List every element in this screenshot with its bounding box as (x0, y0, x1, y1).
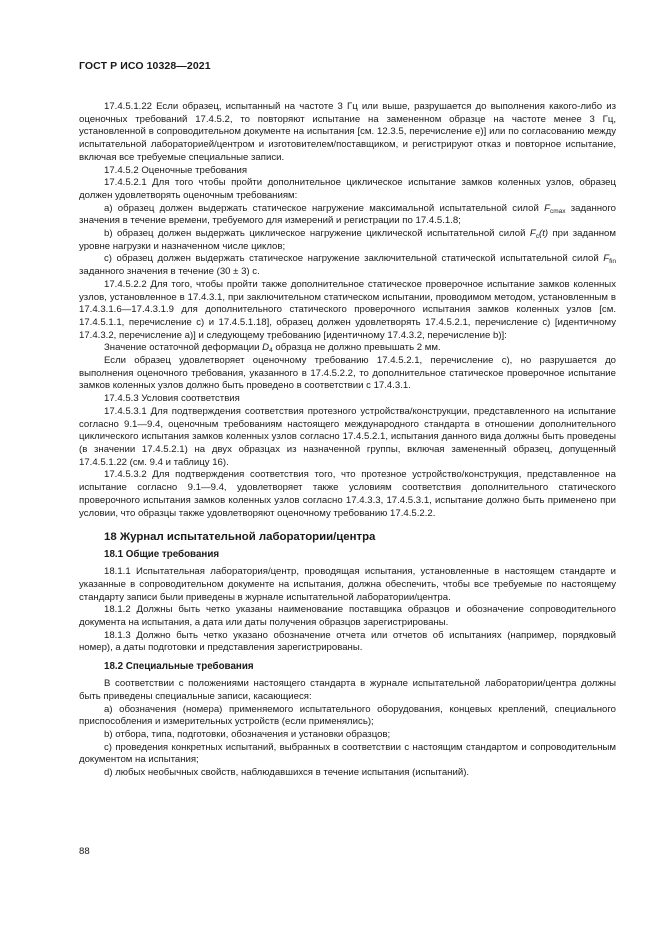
page-number: 88 (79, 846, 90, 857)
paragraph-17-4-5-1-22: 17.4.5.1.22 Если образец, испытанный на частоте 3 Гц или выше, разрушается до выполнения какого-либо из оценочных требований 17.4.5.2, то повторяют испытание на замененном образце на частоте менее 3 Гц, установленной в сопроводительном документе на испытания [см. 12.3.5, перечисление е)] или по согласованию между испытательной лабораторией/центром и изготовителем/поставщиком, и регистрируют отказ и повторное испытание, включая все требуемые специальные записи. (79, 101, 616, 163)
list-item-a: а) образец должен выдержать статическое нагружение максимальной испытательной силой $F_{cmax}$ заданного значения в течение времени, требуемого для измерений и регистрации по 17.4.5.1.8; (79, 202, 617, 227)
subheading-17-4-5-2: 17.4.5.2 Оценочные требования (104, 164, 248, 176)
list-item-18-2-c: с) проведения конкретных испытаний, выбранных в соответствии с настоящим стандартом и сопроводительным документом на испытания; (79, 741, 616, 766)
paragraph-17-4-5-2-2: 17.4.5.2.2 Для того, чтобы пройти также дополнительное статическое проверочное испытание замков коленных узлов, установленное в 17.4.3.1, при заключительном статическом испытании, проводимом методом, установленным в 17.4.3.1.6—17.4.3.1.9 для дополнительного статического проверочного испытания замков коленных узлов [см. 17.4.5.1.1, перечисление с) и 17.4.5.1.18], образец должен удовлетворять 17.4.5.2.1, перечисление с) [идентичному 17.4.3.2, перечисление а)] и следующему требованию [идентичному 17.4.3.2, перечисление b)]: (79, 278, 616, 341)
paragraph-17-4-5-3-2: 17.4.5.3.2 Для подтверждения соответствия того, что протезное устройство/конструкция, представленное на испытание согласно 9.1—9.4, удовлетворяет также условиям соответствия дополнительного статического проверочного испытания замков коленных узлов согласно 17.4.3.3, 17.4.5.3.1, испытание должно быть применено при условии, что образцы также удовлетворяют оценочному требованию 17.4.5.2.2. (79, 469, 616, 519)
paragraph-17-4-5-3-1: 17.4.5.3.1 Для подтверждения соответствия протезного устройства/конструкции, представленного на испытание согласно 9.1—9.4, оценочным требованиям настоящего международного стандарта в отношении дополнительного циклического испытания замков коленных узлов согласно 17.4.5.2.1, испытания данного вида должны быть проведены (в значении 17.4.5.2.1) на двух образцах из назначенной группы, включая замененный образец, допущенный 17.4.5.1.22 (см. 9.4 и таблицу 16). (79, 405, 616, 468)
paragraph-failure-note: Если образец удовлетворяет оценочному требованию 17.4.5.2.1, перечисление с), но разрушается до выполнения оценочного требования, указанного в 17.4.5.2.2, то дополнительное статическое проверочное испытание замков коленных узлов должно быть проведено в соответствии с 17.4.3.1. (79, 355, 616, 392)
subheading-17-4-5-3: 17.4.5.3 Условия соответствия (104, 393, 240, 405)
list-item-18-2-d: d) любых необычных свойств, наблюдавшихся в течение испытания (испытаний). (104, 767, 470, 779)
section-18-title: 18 Журнал испытательной лаборатории/центра (104, 531, 376, 544)
document-body (79, 101, 616, 780)
paragraph-18-1-1: 18.1.1 Испытательная лаборатория/центр, проводящая испытания, установленные в настоящем стандарте и указанные в сопроводительном документе на испытания, должна обеспечить, чтобы все требуемые по настоящему стандарту записи были приведены в журнале испытательной лаборатории/центра. (79, 566, 616, 603)
paragraph-18-1-3: 18.1.3 Должно быть четко указано обозначение отчета или отчетов об испытаниях (например, порядковый номер), а даты подготовки и представления зарегистрированы. (79, 629, 616, 654)
document-header: ГОСТ Р ИСО 10328—2021 (79, 60, 211, 72)
residual-deformation-text: Значение остаточной деформации $D_4$ образца не должно превышать 2 мм. (104, 342, 441, 355)
paragraph-18-1-2: 18.1.2 Должны быть четко указаны наименование поставщика образцов и обозначение сопроводительного документа на испытания, а дата или даты получения образцов зарегистрированы. (79, 604, 616, 629)
section-18-1-title: 18.1 Общие требования (104, 549, 220, 561)
list-item-c: с) образец должен выдержать статическое нагружение заключительной статической испытательной силой $F_{fin}$ заданного значения в течение (30 ± 3) с. (79, 253, 616, 278)
list-item-b: b) образец должен выдержать циклическое нагружение циклической испытательной силой $F_c(t)$ при заданном уровне нагрузки и назначенном числе циклов; (79, 228, 616, 252)
list-item-18-2-a: а) обозначения (номера) применяемого испытательного оборудования, концевых креплений, специального приспособления и измерительных устройств (если применялись); (79, 703, 616, 728)
list-item-18-2-b: b) отбора, типа, подготовки, обозначения и установки образцов; (104, 728, 391, 740)
paragraph-17-4-5-2-1: 17.4.5.2.1 Для того чтобы пройти дополнительное циклическое испытание замков коленных узлов, образец должен удовлетворять оценочным требованиям: (79, 177, 616, 201)
section-18-2-title: 18.2 Специальные требования (104, 661, 254, 673)
paragraph-18-2-intro: В соответствии с положениями настоящего стандарта в журнале испытательной лаборатории/центра должны быть приведены специальные записи, касающиеся: (79, 678, 616, 702)
